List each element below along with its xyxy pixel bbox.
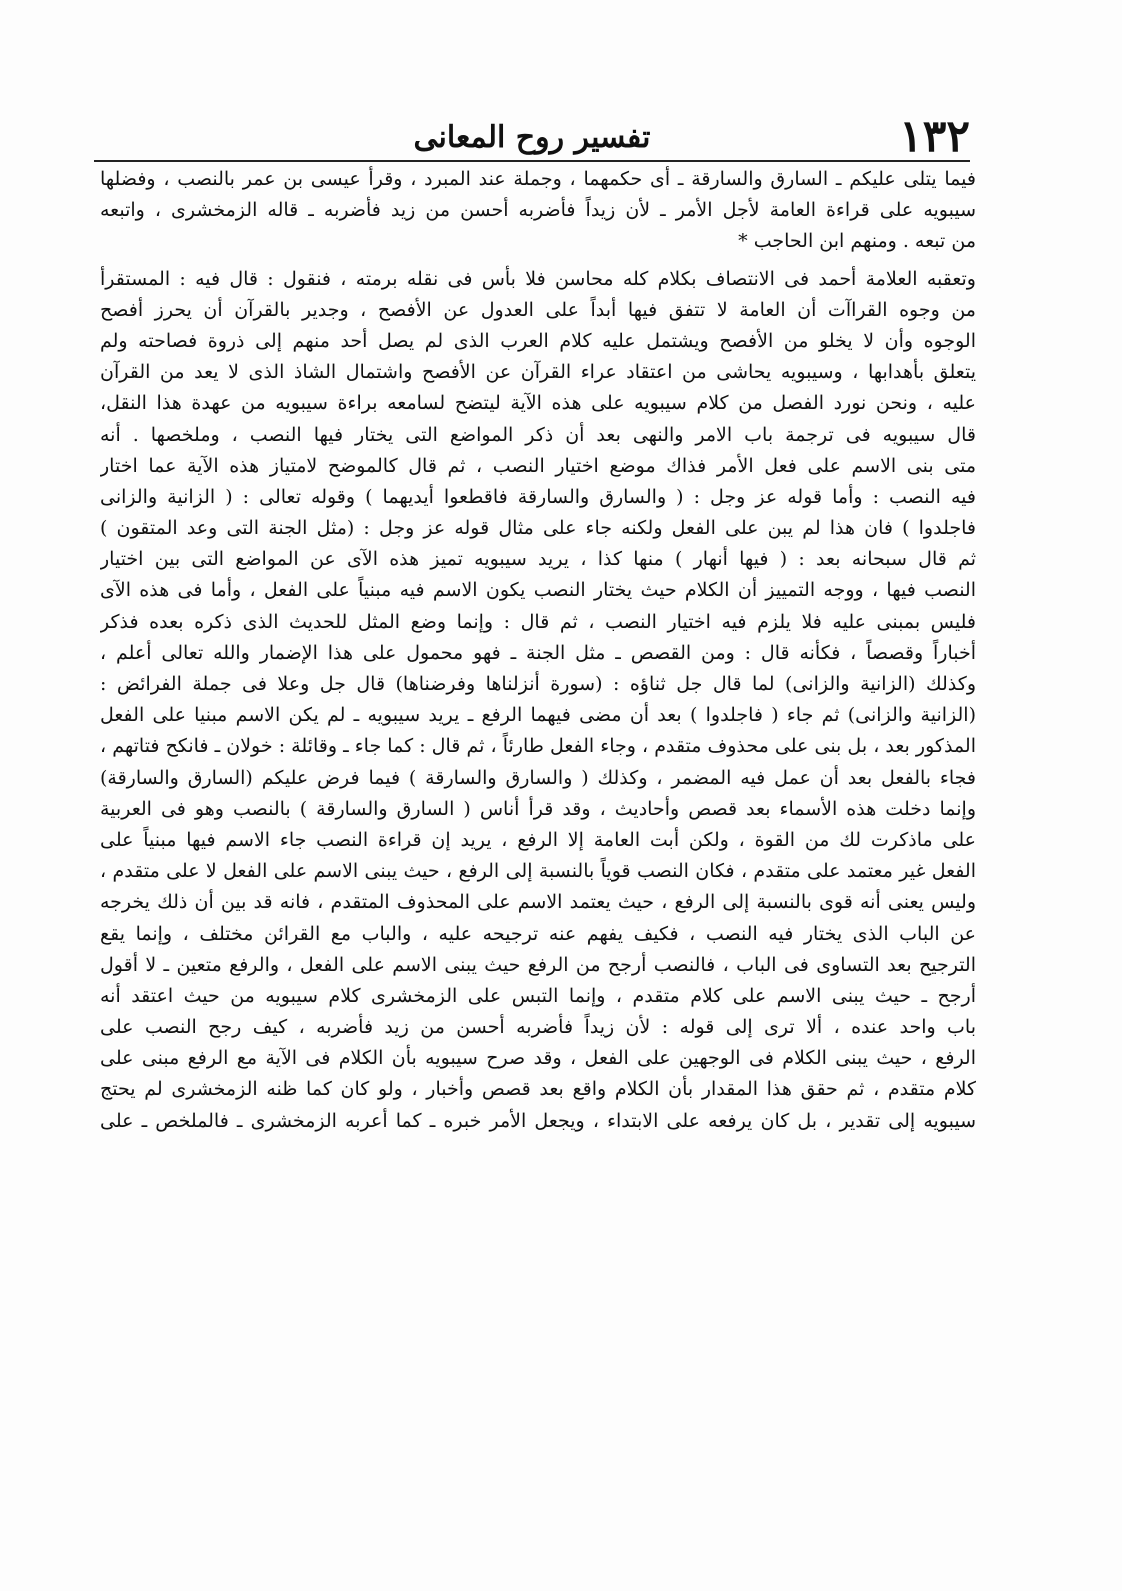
text-line xyxy=(100,1137,976,1168)
text-line: وكذلك (الزانية والزانى) لما قال جل ثناؤه : (سورة أنزلناها وفرضناها) قال جل وعلا فى جملة الفرائض : xyxy=(100,673,976,695)
text-line: من تبعه . ومنهم ابن الحاجب * xyxy=(738,230,976,253)
text-line: وإنما دخلت هذه الأسماء بعد قصص وأحاديث ، وقد قرأ أناس ( السارق والسارقة ) بالنصب وهو فى العربية xyxy=(100,797,976,820)
text-line xyxy=(100,1199,976,1230)
paragraph xyxy=(100,164,976,258)
body-text xyxy=(100,164,976,1511)
text-line xyxy=(100,1168,976,1199)
text-line xyxy=(100,1449,976,1480)
text-line: قال سيبويه فى ترجمة باب الامر والنهى بعد أن ذكر المواضع التى يختار فيها النصب ، وملخصها . أنه xyxy=(100,423,976,446)
text-line xyxy=(100,1386,976,1417)
text-line: ثم قال سبحانه بعد : ( فيها أنهار ) منها كذا ، يريد سيبويه تميز هذه الآى عن المواضع التى بين اختيار xyxy=(100,548,976,571)
text-line: الفعل غير معتمد على متقدم ، فكان النصب قوياً بالنسبة إلى الرفع ، حيث يبنى الاسم على الفعل لا على متقدم ، xyxy=(100,860,976,883)
text-line: من وجوه القراآت أن العامة لا تتفق فيها أبداً على العدول عن الأفصح ، وجدير بالقرآن أن يحرز أفصح xyxy=(100,298,976,321)
paragraph xyxy=(100,264,976,1512)
text-line: أخباراً وقصصاً ، فكأنه قال : ومن القصص ـ مثل الجنة ـ فهو محمول على هذا الإضمار والله تعالى أعلم ، xyxy=(100,641,976,664)
text-line xyxy=(100,1355,976,1386)
text-line: فجاء بالفعل بعد أن عمل فيه المضمر ، وكذلك ( والسارق والسارقة ) فيما فرض عليكم (السارق والسارقة) xyxy=(100,766,976,789)
text-line xyxy=(100,1230,976,1261)
text-line: متى بنى الاسم على فعل الأمر فذاك موضع اختيار النصب ، ثم قال كالموضح لامتياز هذه الآية عما اختار xyxy=(100,454,976,477)
text-line xyxy=(100,1293,976,1324)
header-divider xyxy=(94,160,970,162)
text-line: عن الباب الذى يختار فيه النصب ، فكيف يفهم عنه ترجيحه عليه ، والباب مع القرائن مختلف ، وإنما يقع xyxy=(100,922,976,945)
text-line: فيه النصب : وأما قوله عز وجل : ( والسارق والسارقة فاقطعوا أيديهما ) وقوله تعالى : ( الزانية والزانى xyxy=(100,485,976,508)
text-line xyxy=(100,1418,976,1449)
text-line: فليس بمبنى عليه فلا يلزم فيه اختيار النصب ، ثم قال : وإنما وضع المثل للحديث الذى ذكره بعده فذكر xyxy=(100,610,976,633)
text-line xyxy=(100,1262,976,1293)
text-line: يتعلق بأهدابها ، وسيبويه يحاشى من اعتقاد عراء القرآن عن الأفصح واشتمال الشاذ الذى لا يعد من القرآن xyxy=(100,361,976,384)
text-line: وليس يعنى أنه قوى بالنسبة إلى الرفع ، حيث يعتمد الاسم على المحذوف المتقدم ، فانه قد بين أن ذلك يخرجه xyxy=(100,891,976,914)
text-line: الرفع ، حيث يبنى الكلام فى الوجهين على الفعل ، وقد صرح سيبويه بأن الكلام فى الآية مع الرفع مبنى على xyxy=(100,1047,976,1070)
text-line: وتعقبه العلامة أحمد فى الانتصاف بكلام كله محاسن فلا بأس فى نقله برمته ، فنقول : قال فيه : المستقرأ xyxy=(100,267,976,290)
text-line: كلام متقدم ، ثم حقق هذا المقدار بأن الكلام واقع بعد قصص وأخبار ، ولو كان كما ظنه الزمخشرى لم يحتج xyxy=(100,1078,976,1101)
text-line: المذكور بعد ، بل بنى على محذوف متقدم ، وجاء الفعل طارئاً ، ثم قال : كما جاء ـ وقائلة : خولان ـ فانكح فتاتهم ، xyxy=(100,735,976,758)
text-line: فيما يتلى عليكم ـ السارق والسارقة ـ أى حكمهما ، وجملة عند المبرد ، وقرأ عيسى بن عمر بالنصب ، وفضلها xyxy=(100,168,976,190)
text-line xyxy=(100,1324,976,1355)
running-title: تفسير روح المعانى xyxy=(413,120,651,155)
text-line: سيبويه على قراءة العامة لأجل الأمر ـ لأن زيداً فأضربه أحسن من زيد فأضربه ـ قاله الزمخشرى ، واتبعه xyxy=(100,199,976,222)
text-line: سيبويه إلى تقدير ، بل كان يرفعه على الابتداء ، ويجعل الأمر خبره ـ كما أعربه الزمخشرى ـ فالملخص ـ على xyxy=(100,1109,976,1132)
page-header xyxy=(94,112,970,162)
text-line: الوجوه وأن لا يخلو من الأفصح ويشتمل عليه كلام العرب الذى لم يصل أحد منهم إلى ذروة فصاحته ولم xyxy=(100,329,976,352)
text-line: فاجلدوا ) فان هذا لم يبن على الفعل ولكنه جاء على مثال قوله عز وجل : (مثل الجنة التى وعد المتقون ) xyxy=(100,517,976,540)
page-number: ١٣٢ xyxy=(899,111,970,162)
text-line: باب واحد عنده ، ألا ترى إلى قوله : لأن زيداً فأضربه أحسن من زيد فأضربه ، كيف رجح النصب على xyxy=(100,1016,976,1039)
text-line: على ماذكرت لك من القوة ، ولكن أبت العامة إلا الرفع ، يريد إن قراءة النصب جاء الاسم فيها مبنياً على xyxy=(100,828,976,851)
text-line: أرجح ـ حيث يبنى الاسم على كلام متقدم ، وإنما التبس على الزمخشرى كلام سيبويه من حيث اعتقد أنه xyxy=(100,984,976,1007)
text-line: النصب فيها ، ووجه التمييز أن الكلام حيث يختار النصب يكون الاسم فيه مبنياً على الفعل ، وأما فى هذه الآى xyxy=(100,579,976,602)
text-line: (الزانية والزانى) ثم جاء ( فاجلدوا ) بعد أن مضى فيهما الرفع ـ يريد سيبويه ـ لم يكن الاسم مبنيا على الفعل xyxy=(100,704,976,727)
text-line: عليه ، ونحن نورد الفصل من كلام سيبويه على هذه الآية ليتضح لسامعه براءة سيبويه من عهدة هذا النقل، xyxy=(100,392,976,415)
text-line: الترجيح بعد التساوى فى الباب ، فالنصب أرجح من الرفع حيث يبنى الاسم على الفعل ، والرفع متعين ـ لا أقول xyxy=(100,953,976,976)
text-line xyxy=(100,1480,976,1511)
